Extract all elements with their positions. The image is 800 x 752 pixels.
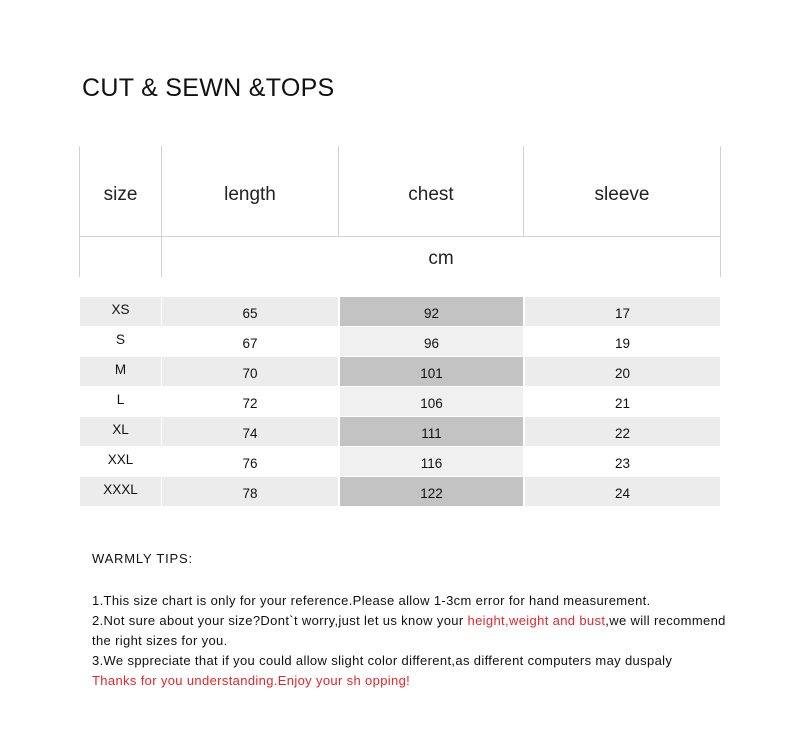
tip-highlight-line: Thanks for you understanding.Enjoy your sh opping! — [92, 673, 411, 688]
grid-line — [79, 236, 721, 237]
sleeve-cell: 24 — [525, 477, 720, 506]
sleeve-cell: 20 — [525, 357, 720, 386]
table-row — [80, 447, 720, 476]
tip-line: 1.This size chart is only for your reference.Please allow 1-3cm error for hand measurement. — [92, 593, 651, 608]
chest-cell: 116 — [340, 447, 523, 476]
tip-highlight: height,weight and bust — [467, 613, 606, 628]
sleeve-cell: 17 — [525, 297, 720, 326]
length-cell: 67 — [162, 327, 338, 356]
length-cell: 70 — [162, 357, 338, 386]
size-cell: XS — [80, 297, 161, 326]
size-cell: L — [80, 387, 161, 416]
size-cell: S — [80, 327, 161, 356]
sleeve-cell: 19 — [525, 327, 720, 356]
table-row — [80, 357, 720, 386]
sleeve-cell: 21 — [525, 387, 720, 416]
tip-text: 2.Not sure about your size?Dont`t worry,just let us know your — [92, 613, 468, 628]
size-cell: XXXL — [80, 477, 161, 506]
length-cell: 65 — [162, 297, 338, 326]
tip-text: ,we will recommend the right sizes for you. — [92, 613, 726, 648]
chest-cell: 101 — [340, 357, 523, 386]
size-cell: M — [80, 357, 161, 386]
chest-cell: 96 — [340, 327, 523, 356]
chest-cell: 106 — [340, 387, 523, 416]
sleeve-cell: 22 — [525, 417, 720, 446]
header-sleeve: sleeve — [594, 184, 650, 205]
sleeve-cell: 23 — [525, 447, 720, 476]
length-cell: 78 — [162, 477, 338, 506]
length-cell: 72 — [162, 387, 338, 416]
header-chest: chest — [408, 184, 454, 205]
length-cell: 74 — [162, 417, 338, 446]
chest-cell: 122 — [340, 477, 523, 506]
tips-heading: WARMLY TIPS: — [92, 551, 193, 566]
grid-line — [720, 146, 721, 277]
page-title: CUT & SEWN &TOPS — [82, 74, 335, 102]
size-cell: XXL — [80, 447, 161, 476]
chest-cell: 92 — [340, 297, 523, 326]
header-unit: cm — [428, 248, 454, 269]
length-cell: 76 — [162, 447, 338, 476]
table-row — [80, 297, 720, 326]
grid-line — [79, 146, 80, 277]
header-length: length — [224, 184, 276, 205]
table-row — [80, 417, 720, 446]
table-row — [80, 387, 720, 416]
table-row — [80, 327, 720, 356]
chest-cell: 111 — [340, 417, 523, 446]
table-row — [80, 477, 720, 506]
tips-text — [92, 591, 732, 691]
header-size: size — [103, 184, 138, 205]
size-cell: XL — [80, 417, 161, 446]
tip-line: 3.We sppreciate that if you could allow slight color different,as different computers may duspaly — [92, 653, 673, 668]
tip-line — [92, 611, 732, 651]
